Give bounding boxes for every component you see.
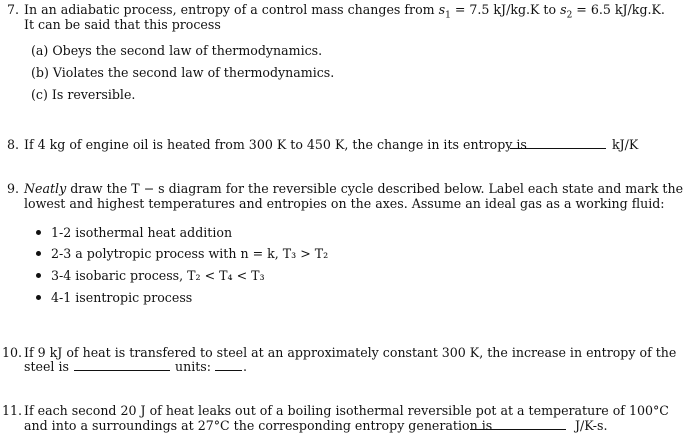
- q7-line2: It can be said that this process: [24, 17, 221, 32]
- q7-option-c: (c) Is reversible.: [31, 87, 136, 102]
- q9-bullet-2: 2-3 a polytropic process with n = k, T₃ > T₂: [36, 246, 328, 261]
- q11-line1: If each second 20 J of heat leaks out of a boiling isothermal reversible pot at a temperature of 100°C: [24, 403, 669, 418]
- q10-answer-blank[interactable]: [74, 359, 170, 371]
- q10-units-blank[interactable]: [215, 359, 242, 371]
- q11-number: 11.: [2, 403, 23, 418]
- q10-units-label: units:: [175, 359, 212, 374]
- q11-answer-blank[interactable]: [470, 418, 566, 430]
- q8-text: If 4 kg of engine oil is heated from 300 K to 450 K, the change in its entropy is: [24, 137, 527, 152]
- bullet-dot-icon: [36, 230, 41, 235]
- bullet-dot-icon: [36, 251, 41, 256]
- q10-line1: If 9 kJ of heat is transfered to steel at an approximately constant 300 K, the increase in entropy of the: [24, 345, 677, 360]
- q9-bullet-3: 3-4 isobaric process, T₂ < T₄ < T₃: [36, 268, 265, 283]
- q7-option-b: (b) Violates the second law of thermodynamics.: [31, 65, 335, 80]
- q11-line2-a: and into a surroundings at 27°C the corresponding entropy generation is: [24, 418, 493, 433]
- q8-answer-blank[interactable]: [510, 137, 606, 149]
- q11-unit: J/K-s.: [575, 418, 608, 433]
- q9-bullet-4: 4-1 isentropic process: [36, 290, 192, 305]
- q9-bullet-1: 1-2 isothermal heat addition: [36, 225, 232, 240]
- q7-line1: In an adiabatic process, entropy of a control mass changes from $s_1 = 7.5$ kJ/kg.K to $s_2 = 6.5$ kJ/kg.K.: [24, 2, 665, 21]
- q10-number: 10.: [2, 345, 23, 360]
- q10-line2-a: steel is: [24, 359, 69, 374]
- q9-number: 9.: [7, 181, 20, 196]
- q8-unit: kJ/K: [612, 137, 639, 152]
- q7-number: 7.: [7, 2, 20, 17]
- bullet-dot-icon: [36, 295, 41, 300]
- q10-period: .: [243, 359, 248, 374]
- q8-number: 8.: [7, 137, 20, 152]
- q9-line1: Neatly draw the T − s diagram for the reversible cycle described below. Label each state and mark the: [24, 181, 683, 196]
- q7-option-a: (a) Obeys the second law of thermodynamics.: [31, 43, 323, 58]
- bullet-dot-icon: [36, 273, 41, 278]
- q9-line2: lowest and highest temperatures and entropies on the axes. Assume an ideal gas as a working fluid:: [24, 196, 665, 211]
